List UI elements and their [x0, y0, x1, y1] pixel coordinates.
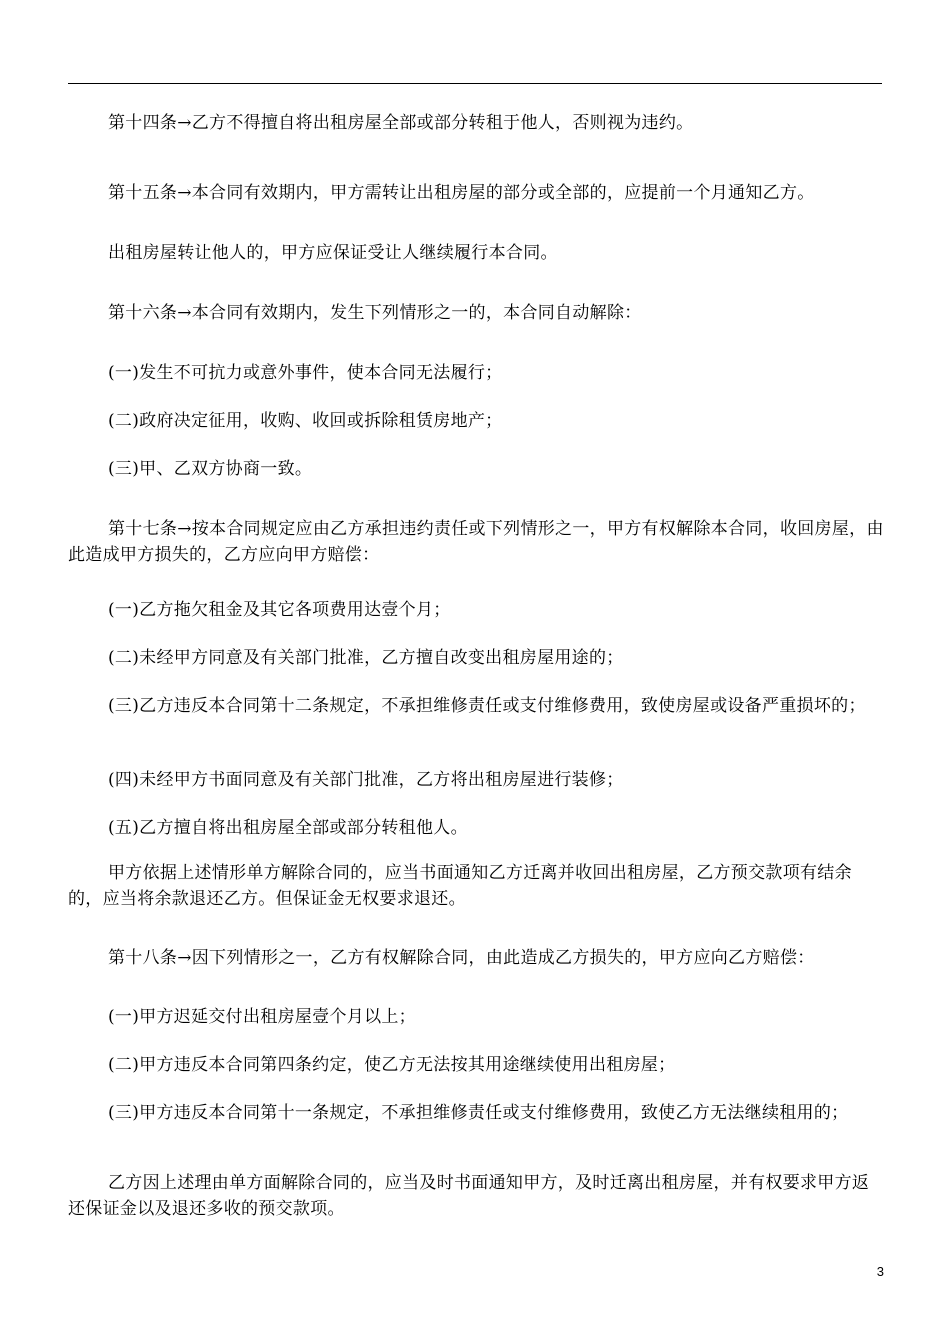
article-16: 第十六条→本合同有效期内，发生下列情形之一的，本合同自动解除：: [108, 303, 642, 323]
article-17-item-4: (四)未经甲方书面同意及有关部门批准，乙方将出租房屋进行装修；: [108, 770, 624, 790]
article-15-transfer-clause: 出租房屋转让他人的，甲方应保证受让人继续履行本合同。: [108, 243, 558, 263]
article-18-item-2: (二)甲方违反本合同第四条约定，使乙方无法按其用途继续使用出租房屋；: [108, 1055, 676, 1075]
article-16-item-3: (三)甲、乙双方协商一致。: [108, 459, 313, 479]
article-16-item-2: (二)政府决定征用，收购、收回或拆除租赁房地产；: [108, 411, 503, 431]
article-18-item-1: (一)甲方迟延交付出租房屋壹个月以上；: [108, 1007, 416, 1027]
page-number: 3: [876, 1264, 884, 1279]
article-18-tenant-termination-note: 乙方因上述理由单方面解除合同的，应当及时书面通知甲方，及时迁离出租房屋，并有权要求甲方返还保证金以及退还多收的预交款项。: [68, 1173, 870, 1219]
article-15: 第十五条→本合同有效期内，甲方需转让出租房屋的部分或全部的，应提前一个月通知乙方。: [108, 183, 815, 203]
article-17: 第十七条→按本合同规定应由乙方承担违约责任或下列情形之一，甲方有权解除本合同，收回房屋，由此造成甲方损失的，乙方应向甲方赔偿：: [68, 519, 884, 565]
article-17-item-5: (五)乙方擅自将出租房屋全部或部分转租他人。: [108, 818, 468, 838]
article-17-landlord-termination-note: 甲方依据上述情形单方解除合同的，应当书面通知乙方迁离并收回出租房屋，乙方预交款项有结余的，应当将余款退还乙方。但保证金无权要求退还。: [68, 863, 852, 909]
article-17-item-1: (一)乙方拖欠租金及其它各项费用达壹个月；: [108, 600, 451, 620]
article-18-item-3: (三)甲方违反本合同第十一条规定，不承担维修责任或支付维修费用，致使乙方无法继续租用的；: [108, 1103, 849, 1123]
article-16-item-1: (一)发生不可抗力或意外事件，使本合同无法履行；: [108, 363, 503, 383]
header-rule: [68, 83, 882, 84]
article-17-item-3: (三)乙方违反本合同第十二条规定，不承担维修责任或支付维修费用，致使房屋或设备严重损坏的；: [108, 696, 866, 716]
article-14: 第十四条→乙方不得擅自将出租房屋全部或部分转租于他人，否则视为违约。: [108, 113, 694, 133]
article-17-item-2: (二)未经甲方同意及有关部门批准，乙方擅自改变出租房屋用途的；: [108, 648, 624, 668]
article-18: 第十八条→因下列情形之一，乙方有权解除合同，由此造成乙方损失的，甲方应向乙方赔偿：: [108, 948, 815, 968]
